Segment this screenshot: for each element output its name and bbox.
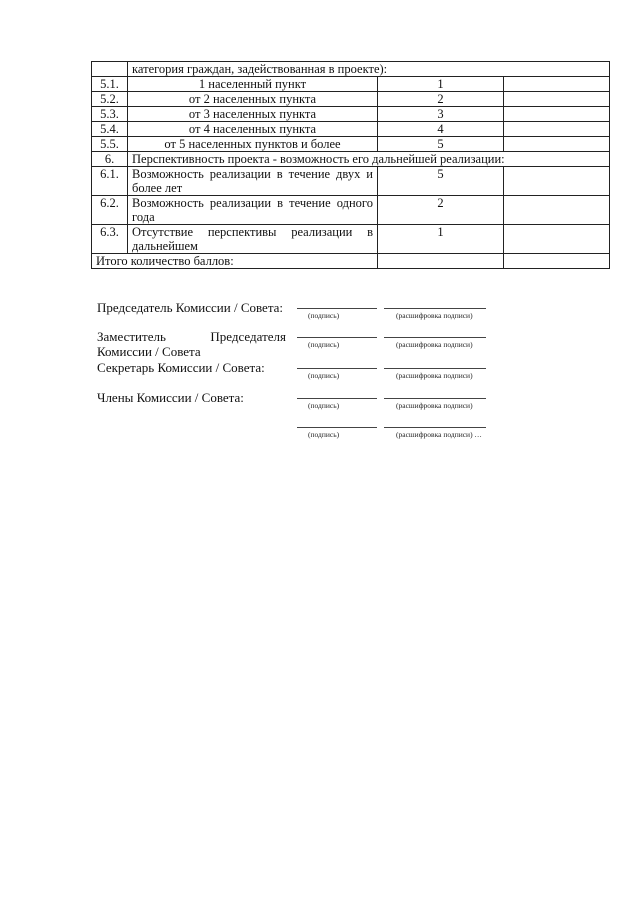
table-row (92, 92, 610, 107)
decode-line (384, 427, 486, 428)
table-row (92, 225, 610, 254)
row-label: Отсутствие перспективы реализации в дальнейшем (128, 225, 378, 254)
table-row (92, 137, 610, 152)
decode-line (384, 308, 486, 309)
row-number: 5.2. (92, 92, 128, 107)
signature-line (297, 427, 377, 428)
decode-caption: (расшифровка подписи) (396, 311, 473, 320)
decode-line (384, 337, 486, 338)
table-row (92, 196, 610, 225)
decode-caption: (расшифровка подписи) … (396, 430, 482, 439)
continuation-text: категория граждан, задействованная в проекте): (128, 62, 610, 77)
row-number: 5.4. (92, 122, 128, 137)
row-number: 5.1. (92, 77, 128, 92)
table-row (92, 152, 610, 167)
row-label: от 4 населенных пункта (128, 122, 378, 137)
row-score: 1 (378, 225, 504, 254)
sign-caption: (подпись) (308, 371, 340, 380)
row-number: 5.5. (92, 137, 128, 152)
row-label: от 5 населенных пунктов и более (128, 137, 378, 152)
chairman-label: Председатель Комиссии / Совета: (97, 300, 284, 315)
row-label: 1 населенный пункт (128, 77, 378, 92)
row-score: 4 (378, 122, 504, 137)
table-cell-empty (504, 107, 610, 122)
sign-caption: (подпись) (308, 311, 340, 320)
table-cell-empty (504, 122, 610, 137)
section-number: 6. (92, 152, 128, 167)
row-number: 6.3. (92, 225, 128, 254)
section-heading: Перспективность проекта - возможность его дальнейшей реализации: (128, 152, 610, 167)
row-number: 6.1. (92, 167, 128, 196)
sign-caption: (подпись) (308, 430, 340, 439)
table-cell-empty (92, 62, 128, 77)
table-cell-empty (504, 92, 610, 107)
decode-caption: (расшифровка подписи) (396, 401, 473, 410)
criteria-table (91, 61, 610, 269)
table-row (92, 62, 610, 77)
row-score: 3 (378, 107, 504, 122)
signature-line (297, 337, 377, 338)
table-cell-empty (504, 167, 610, 196)
total-score-cell (378, 254, 504, 269)
table-row (92, 167, 610, 196)
members-label: Члены Комиссии / Совета: (97, 390, 244, 405)
table-cell-empty (504, 254, 610, 269)
row-score: 1 (378, 77, 504, 92)
decode-caption: (расшифровка подписи) (396, 371, 473, 380)
secretary-label: Секретарь Комиссии / Совета: (97, 360, 265, 375)
signature-line (297, 308, 377, 309)
deputy-label: Заместитель Председателя Комиссии / Совета (97, 329, 286, 359)
sign-caption: (подпись) (308, 340, 340, 349)
table-cell-empty (504, 225, 610, 254)
table-row (92, 122, 610, 137)
row-score: 5 (378, 167, 504, 196)
decode-line (384, 368, 486, 369)
total-label: Итого количество баллов: (92, 254, 378, 269)
row-label: от 2 населенных пункта (128, 92, 378, 107)
table-row (92, 77, 610, 92)
row-label: от 3 населенных пункта (128, 107, 378, 122)
table-row (92, 254, 610, 269)
row-number: 6.2. (92, 196, 128, 225)
row-number: 5.3. (92, 107, 128, 122)
table-cell-empty (504, 77, 610, 92)
row-label: Возможность реализации в течение одного года (128, 196, 378, 225)
signature-line (297, 398, 377, 399)
decode-caption: (расшифровка подписи) (396, 340, 473, 349)
decode-line (384, 398, 486, 399)
table-cell-empty (504, 196, 610, 225)
table-cell-empty (504, 137, 610, 152)
row-score: 2 (378, 92, 504, 107)
sign-caption: (подпись) (308, 401, 340, 410)
row-score: 5 (378, 137, 504, 152)
table-row (92, 107, 610, 122)
signature-line (297, 368, 377, 369)
row-score: 2 (378, 196, 504, 225)
row-label: Возможность реализации в течение двух и более лет (128, 167, 378, 196)
